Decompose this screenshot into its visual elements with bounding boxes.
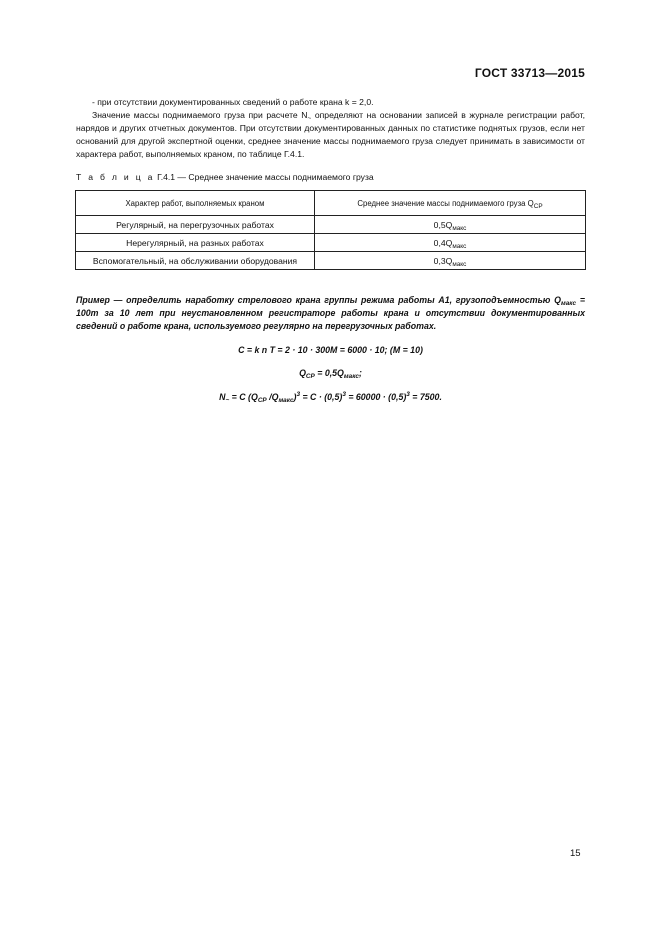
formula-sup: 3 (296, 391, 301, 398)
table-caption (76, 171, 374, 183)
formula-part: = C (Q (229, 392, 258, 402)
formula-sub: макс (278, 397, 294, 404)
paragraph-subscript: ~ (307, 115, 312, 122)
table-header-work: Характер работ, выполняемых краном (76, 191, 315, 216)
table-caption-label: Т а б л и ц а (76, 172, 155, 182)
formula-part: = 60000 · (0,5) (345, 392, 407, 402)
page-number: 15 (570, 848, 581, 859)
table-row (76, 252, 586, 270)
bullet-item (76, 96, 585, 109)
table-caption-text: Г.4.1 — Среднее значение массы поднимаемого груза (154, 172, 374, 182)
formula-part: ) (293, 392, 297, 402)
table-row (76, 216, 586, 234)
table-cell-work: Вспомогательный, на обслуживании оборудования (76, 252, 315, 270)
formula-part: = 7500. (409, 392, 442, 402)
table-cell-value-text: 0,5Q (433, 219, 453, 230)
example-paragraph (76, 294, 585, 333)
formula-sub: макс (343, 373, 359, 380)
table-cell-value-sub: макс (452, 224, 467, 232)
document-header: ГОСТ 33713—2015 (474, 66, 585, 80)
table-row (76, 234, 586, 252)
bullet-text: - при отсутствии документированных сведений о работе крана k = 2,0. (92, 97, 374, 107)
paragraph-text-rest: определяют на основании записей в журнале регистрации работ, нарядов и других отчетных документов. При отсутствии документированных данных по статистике поднятых грузов, если нет оснований для другой экспертной оценки, среднее значение массы поднимаемого груза следует принимать в зависимости от характера работ, выполняемых краном, по таблице Г.4.1. (76, 110, 585, 159)
formula-c: C = k n T = 2 · 10 · 300M = 6000 · 10; (M = 10) (238, 345, 423, 355)
paragraph-text-start: Значение массы поднимаемого груза при расчете N (92, 110, 308, 120)
example-text-start: Пример — определить наработку стрелового крана группы режима работы А1, грузоподъемностью Q (76, 295, 562, 305)
formula-sup: 3 (406, 391, 410, 398)
formula-part: /Q (266, 392, 279, 402)
formula-n (0, 392, 661, 402)
table-cell-value-sub: макс (452, 260, 467, 268)
example-subscript: макс (561, 300, 577, 307)
formula-sub: ~ (225, 397, 230, 404)
formula-part: ; (358, 368, 362, 378)
formula-sub: CP (305, 373, 315, 380)
table-cell-work: Нерегулярный, на разных работах (76, 234, 315, 252)
table-header-value (315, 191, 586, 216)
formula-qcp (0, 368, 661, 378)
table-cell-value-sub: макс (452, 242, 467, 250)
table-cell-value (315, 216, 586, 234)
table-cell-value-text: 0,4Q (433, 237, 453, 248)
example-text-rest: = 100т за 10 лет при неустановленном регистраторе работы крана и отсутствии документированных сведений о работе крана, используемого регулярно на перегрузочных работах. (76, 295, 585, 331)
table-cell-value (315, 252, 586, 270)
body-paragraph (76, 109, 585, 161)
data-table (75, 190, 586, 270)
table-header-value-text: Среднее значение массы поднимаемого груза Q (357, 198, 534, 208)
formula-sup: 3 (342, 391, 346, 398)
formula-part: N (219, 392, 226, 402)
formula-sub: CP (257, 397, 267, 404)
table-cell-work: Регулярный, на перегрузочных работах (76, 216, 315, 234)
table-header-row (76, 191, 586, 216)
table-cell-value-text: 0,3Q (433, 255, 453, 266)
table-cell-value (315, 234, 586, 252)
formula-part: Q (299, 368, 306, 378)
formula-part: = 0,5Q (314, 368, 344, 378)
table-header-value-sub: СР (533, 202, 543, 210)
formula-part: = C · (0,5) (300, 392, 343, 402)
